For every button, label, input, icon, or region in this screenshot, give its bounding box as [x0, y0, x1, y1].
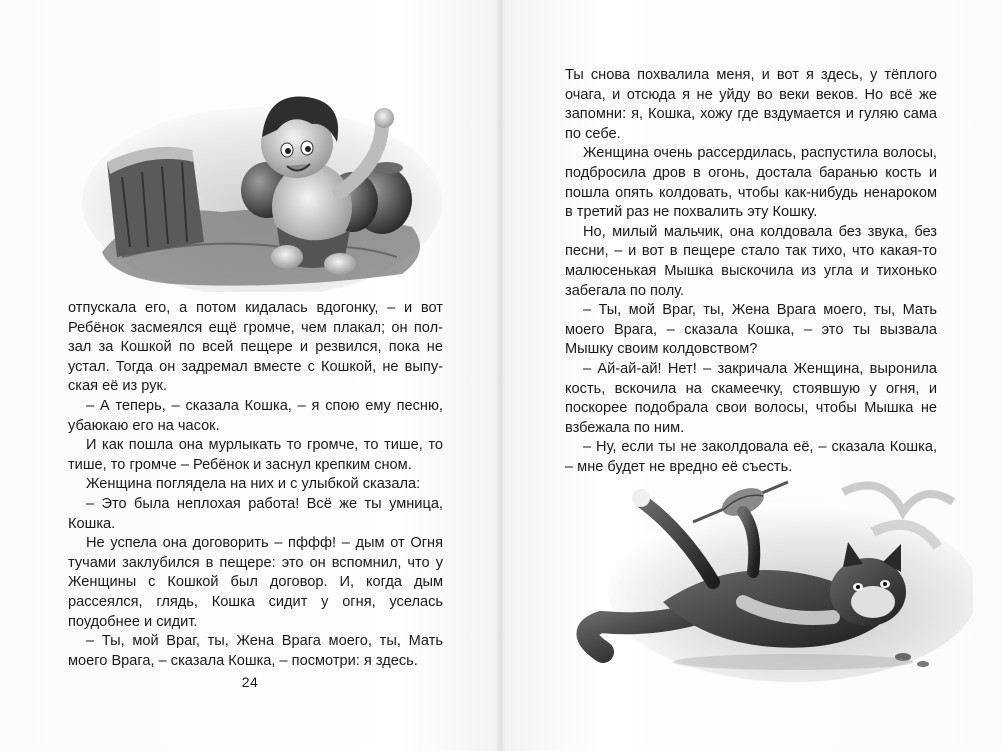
paragraph: Ты снова похвалила меня, и вот я здесь, у тёплого очага, и отсюда я не уйду во веки веков. Но всё же запомни: я, Кошка, хожу где вздумается и гуляю сама по себе.	[565, 67, 937, 142]
page-number: 24	[241, 674, 259, 690]
paragraph: Женщина поглядела на них и с улыбкой сказала:	[86, 476, 421, 493]
paragraph: – Это была неплохая работа! Всё же ты умница, Кошка.	[68, 495, 443, 532]
paragraph: Не успела она договорить – пффф! – дым от Огня тучами заклубился в пещере: это он вспомнил, что у Женщины с Кошкой был договор. И, когда дым рассеялся, глядь, Кошка сидит у огня, уселась поудобнее и сидит.	[68, 535, 443, 630]
paragraph: – Ты, мой Враг, ты, Жена Врага моего, ты, Мать моего Врага, – сказала Кошка, – это ты вызвала Мышку своим колдовством?	[565, 302, 937, 358]
paragraph: Женщина очень рассердилась, распустила волосы, подбросила дров в огонь, достала баранью кость и пошла опять колдовать, чтобы как-нибудь ненароком в третий раз не похвалить эту Кошку.	[565, 145, 937, 221]
child-illustration-drawing	[82, 52, 442, 292]
rolling-cat-illustration	[543, 452, 973, 682]
left-page	[0, 0, 500, 751]
paragraph: – Ты, мой Враг, ты, Жена Врага моего, ты, Мать моего Врага, – сказала Кошка, – посмотри: я здесь.	[68, 633, 443, 669]
paragraph: Но, милый мальчик, она колдовала без звука, без песни, – и вот в пещере стало так тихо, что какая-то малюсенькая Мышка выскочила из угла и тихонько забегала по полу.	[565, 223, 937, 299]
paragraph: отпускала его, а потом кидалась вдогонку, – и вот Ребёнок засмеялся ещё громче, чем плакал; он ползал за Кошкой по всей пещере и резвился, пока не устал. Тогда он задремал вместе с Кошкой, не выпуская её из рук.	[68, 300, 443, 395]
child-with-pots-illustration	[82, 52, 442, 292]
paragraph: – А теперь, – сказала Кошка, – я спою ему песню, убаюкаю его на часок.	[68, 397, 443, 434]
right-page	[501, 0, 1001, 751]
right-page-text	[565, 66, 937, 477]
paragraph: – Ну, если ты не заколдовала её, – сказала Кошка, – мне будет не вредно её съесть.	[565, 439, 937, 475]
paragraph: – Ай-ай-ай! Нет! – закричала Женщина, выронила кость, вскочила на скамеечку, стоявшую у огня, и поскорее подобрала свои волосы, чтобы Мышка не взбежала по ним.	[565, 360, 937, 436]
cat-illustration-drawing	[543, 452, 973, 682]
paragraph: И как пошла она мурлыкать то громче, то тише, то тише, то громче – Ребёнок и заснул крепким сном.	[68, 437, 443, 473]
left-page-text	[68, 299, 443, 671]
